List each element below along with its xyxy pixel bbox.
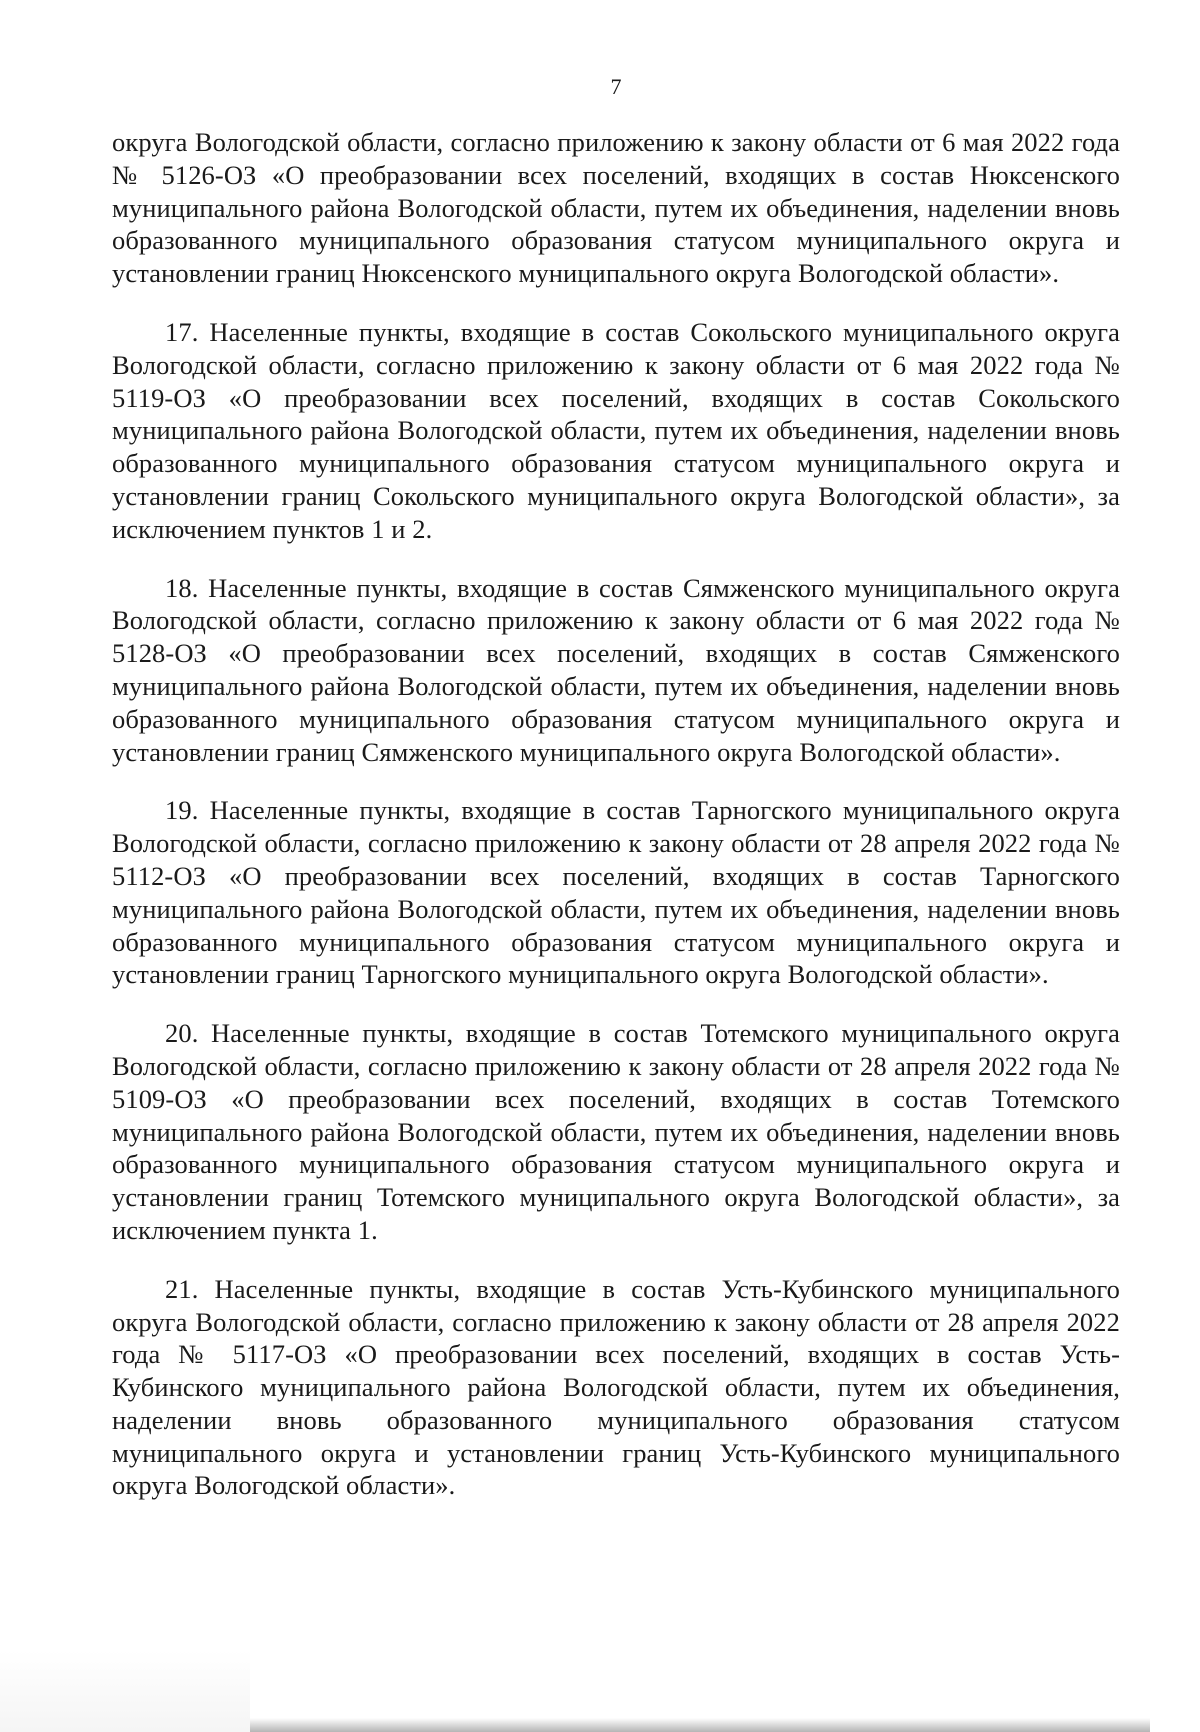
paragraph-item-18: 18. Населенные пункты, входящие в состав Сямженского муниципального округа Вологодской области, согласно приложению к закону области от 6 мая 2022 года № 5128-ОЗ «О преобразовании всех поселений, входящих в состав Сямженского муниципального района Вологодской области, путем их объединения, наделении вновь образованного муниципального образования статусом муниципального округа и установлении границ Сямженского муниципального округа Вологодской области». <box>112 572 1120 767</box>
scan-shadow-bottom <box>250 1718 1150 1732</box>
paragraph-item-17: 17. Населенные пункты, входящие в состав Сокольского муниципального округа Вологодской области, согласно приложению к закону области от 6 мая 2022 года № 5119-ОЗ «О преобразовании всех поселений, входящих в состав Сокольского муниципального района Вологодской области, путем их объединения, наделении вновь образованного муниципального образования статусом муниципального округа и установлении границ Сокольского муниципального округа Вологодской области», за исключением пунктов 1 и 2. <box>112 316 1120 544</box>
paragraph-item-19: 19. Населенные пункты, входящие в состав Тарногского муниципального округа Вологодской области, согласно приложению к закону области от 28 апреля 2022 года № 5112-ОЗ «О преобразовании всех поселений, входящих в состав Тарногского муниципального района Вологодской области, путем их объединения, наделении вновь образованного муниципального образования статусом муниципального округа и установлении границ Тарногского муниципального округа Вологодской области». <box>112 795 1120 990</box>
document-body <box>112 126 1120 1528</box>
paragraph-item-20: 20. Населенные пункты, входящие в состав Тотемского муниципального округа Вологодской области, согласно приложению к закону области от 28 апреля 2022 года № 5109-ОЗ «О преобразовании всех поселений, входящих в состав Тотемского муниципального района Вологодской области, путем их объединения, наделении вновь образованного муниципального образования статусом муниципального округа и установлении границ Тотемского муниципального округа Вологодской области», за исключением пункта 1. <box>112 1018 1120 1245</box>
paragraph-continuation: округа Вологодской области, согласно приложению к закону области от 6 мая 2022 года № 5126-ОЗ «О преобразовании всех поселений, входящих в состав Нюксенского муниципального района Вологодской области, путем их объединения, наделении вновь образованного муниципального образования статусом муниципального округа и установлении границ Нюксенского муниципального округа Вологодской области». <box>112 127 1120 289</box>
scan-shadow-left <box>0 1650 250 1732</box>
paragraph-item-21: 21. Населенные пункты, входящие в состав Усть-Кубинского муниципального округа Вологодской области, согласно приложению к закону области от 28 апреля 2022 года № 5117-ОЗ «О преобразовании всех поселений, входящих в состав Усть-Кубинского муниципального района Вологодской области, путем их объединения, наделении вновь образованного муниципального образования статусом муниципального округа и установлении границ Усть-Кубинского муниципального округа Вологодской области». <box>112 1273 1120 1501</box>
page-number: 7 <box>610 74 622 99</box>
